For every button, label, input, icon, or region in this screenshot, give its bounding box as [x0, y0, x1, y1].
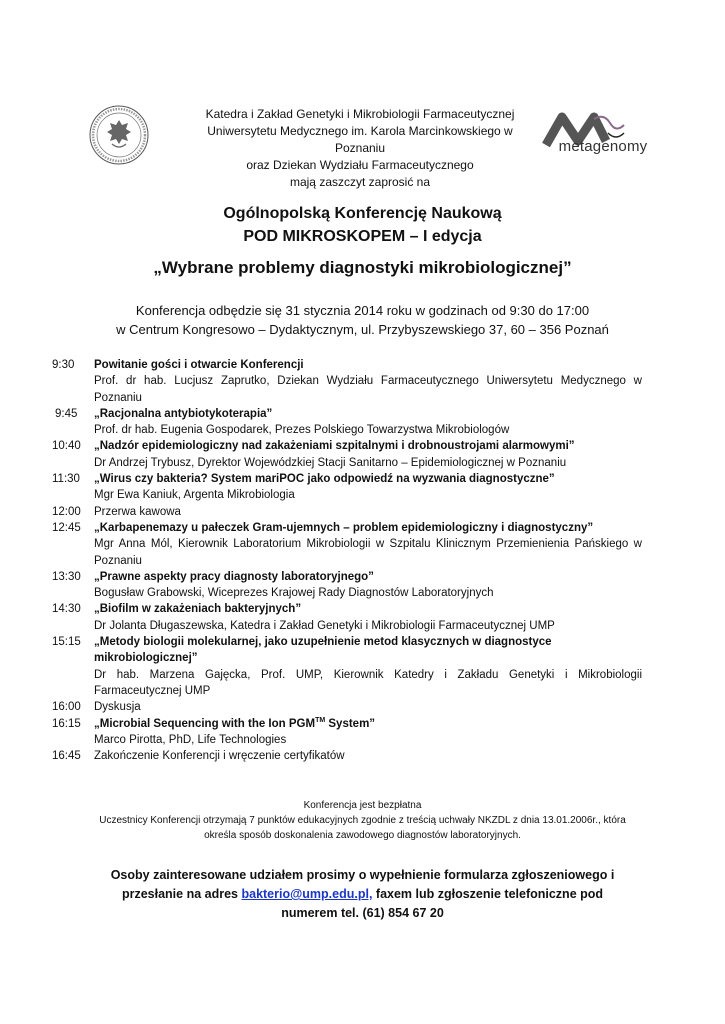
item-title: Powitanie gości i otwarcie Konferencji	[94, 359, 304, 371]
registration-text: przesłanie na adres	[121, 887, 242, 901]
item-title: „Biofilm w zakażeniach bakteryjnych”	[94, 603, 302, 616]
item-text: Dyskusja	[94, 701, 141, 714]
item-time: 12:45	[52, 521, 81, 534]
organizer-line-1: Katedra i Zakład Genetyki i Mikrobiologii Farmaceutycznej	[205, 107, 515, 121]
programme-item	[52, 748, 642, 764]
item-time: 11:30	[52, 473, 80, 486]
programme-item	[52, 504, 642, 520]
item-speaker: Dr Jolanta Długaszewska, Katedra i Zakład Genetyki i Mikrobiologii Farmaceutycznej UMP	[94, 619, 555, 632]
item-time: 13:30	[52, 570, 81, 583]
item-title: „Wirus czy bakteria? System mariPOC jako odpowiedź na wyzwania diagnostyczne”	[94, 473, 555, 486]
programme-item	[52, 569, 642, 602]
programme-item	[52, 634, 642, 699]
item-title	[94, 716, 642, 732]
programme-item	[52, 601, 642, 634]
metagenomy-logo-text: metagenomy	[558, 138, 648, 155]
registration-line-1: Osoby zainteresowane udziałem prosimy o wypełnienie formularza zgłoszeniowego i	[110, 868, 615, 882]
free-admission-note: Konferencja jest bezpłatna	[303, 800, 422, 811]
conference-title-line-2: POD MIKROSKOPEM – I edycja	[243, 228, 482, 245]
programme-item	[52, 716, 642, 749]
organizer-line-2: Uniwersytetu Medycznego im. Karola Marcinkowskiego w	[207, 124, 513, 138]
item-title: „Racjonalna antybiotykoterapia”	[94, 407, 273, 420]
programme-item	[52, 699, 642, 715]
programme	[52, 357, 642, 764]
programme-item	[52, 357, 642, 406]
item-speaker: Prof. dr hab. Lucjusz Zaprutko, Dziekan Wydziału Farmaceutycznego Uniwersytetu Medycznego w Poznaniu	[94, 375, 642, 404]
item-time: 12:00	[52, 505, 81, 518]
item-time: 10:40	[52, 440, 81, 453]
registration-text-cont: faxem lub zgłoszenie telefoniczne pod	[372, 887, 604, 901]
item-time: 16:45	[52, 750, 81, 763]
university-seal-logo	[88, 104, 150, 166]
item-speaker: Dr hab. Marzena Gajęcka, Prof. UMP, Kierownik Katedry i Zakładu Genetyki i Mikrobiologii Farmaceutycznej UMP	[94, 668, 642, 697]
item-speaker: Dr Andrzej Trybusz, Dyrektor Wojewódzkiej Stacji Sanitarno – Epidemiologicznej w Poznaniu	[94, 456, 567, 469]
item-speaker: Prof. dr hab. Eugenia Gospodarek, Prezes Polskiego Towarzystwa Mikrobiologów	[94, 424, 510, 437]
item-speaker: Mgr Ewa Kaniuk, Argenta Mikrobiologia	[94, 489, 295, 502]
credits-note-line-2: określa sposób doskonalenia zawodowego diagnostów laboratoryjnych.	[204, 830, 521, 841]
programme-item	[52, 471, 642, 504]
conference-subtitle: „Wybrane problemy diagnostyki mikrobiologicznej”	[153, 258, 572, 277]
item-speaker: Bogusław Grabowski, Wiceprezes Krajowej Rady Diagnostów Laboratoryjnych	[94, 587, 494, 600]
item-title: „Karbapenemazy u pałeczek Gram-ujemnych – problem epidemiologiczny i diagnostyczny”	[94, 521, 594, 534]
programme-item	[52, 520, 642, 569]
item-time: 9:30	[52, 359, 75, 371]
item-speaker: Marco Pirotta, PhD, Life Technologies	[94, 733, 287, 746]
item-time: 16:15	[52, 717, 81, 730]
item-title: „Nadzór epidemiologiczny nad zakażeniami szpitalnymi i drobnoustrojami alarmowymi”	[94, 440, 575, 453]
organizer-line-3: Poznaniu	[334, 141, 386, 155]
organizer-header	[160, 106, 560, 191]
item-title-end: System”	[325, 717, 376, 730]
item-time: 15:15	[52, 636, 81, 649]
item-text: Zakończenie Konferencji i wręczenie certyfikatów	[94, 750, 345, 763]
registration-info	[80, 866, 645, 923]
item-title: „Metody biologii molekularnej, jako uzupełnienie metod klasycznych w diagnostyce mikrobiologicznej”	[94, 636, 552, 665]
conference-venue: w Centrum Kongresowo – Dydaktycznym, ul. Przybyszewskiego 37, 60 – 356 Poznań	[116, 322, 609, 337]
programme-item	[52, 438, 642, 471]
item-time: 9:45	[55, 407, 78, 420]
item-time: 16:00	[52, 701, 81, 714]
registration-phone: numerem tel. (61) 854 67 20	[281, 906, 444, 920]
organizer-line-5: mają zaszczyt zaprosić na	[289, 175, 431, 189]
item-text: Przerwa kawowa	[94, 505, 181, 518]
organizer-line-4: oraz Dziekan Wydziału Farmaceutycznego	[246, 158, 474, 172]
credits-note-line-1: Uczestnicy Konferencji otrzymają 7 punktów edukacyjnych zgodnie z treścią uchwały NKZDL z dnia 13.01.2006r., która	[99, 815, 626, 826]
programme-item	[52, 406, 642, 439]
conference-title-line-1: Ogólnopolską Konferencję Naukową	[223, 205, 502, 222]
item-time: 14:30	[52, 603, 81, 616]
trademark-mark: TM	[315, 716, 326, 724]
registration-line-2	[80, 885, 645, 904]
conference-date: Konferencja odbędzie się 31 stycznia 2014 roku w godzinach od 9:30 do 17:00	[135, 303, 590, 318]
email-link[interactable]: bakterio@ump.edu.pl,	[241, 887, 373, 901]
item-speaker: Mgr Anna Mól, Kierownik Laboratorium Mikrobiologii w Szpitalu Klinicznym Przemienienia Pańskiego w Poznaniu	[94, 538, 642, 567]
item-title: „Prawne aspekty pracy diagnosty laboratoryjnego”	[94, 570, 374, 583]
item-title-main: „Microbial Sequencing with the Ion PGM	[94, 717, 316, 730]
